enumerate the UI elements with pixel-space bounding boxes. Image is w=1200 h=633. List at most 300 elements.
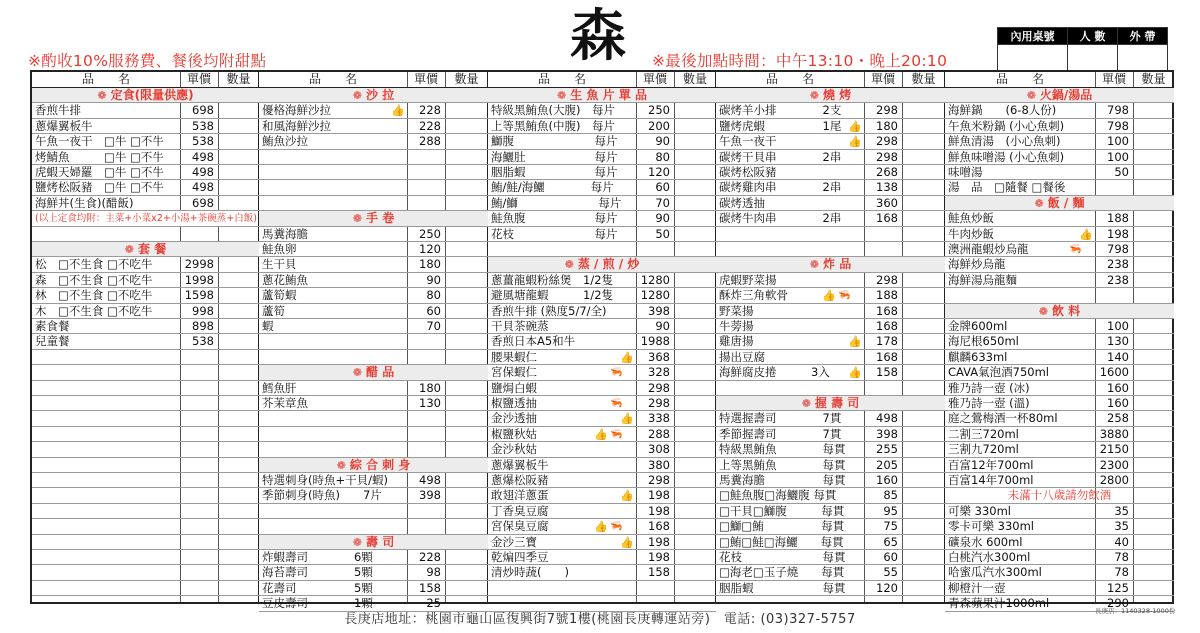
menu-item-row[interactable] <box>488 273 716 288</box>
flower-icon: ❁ <box>1034 196 1044 210</box>
menu-item-price: 120 <box>876 580 898 595</box>
quantity-field[interactable] <box>445 396 488 410</box>
menu-item-price: 158 <box>648 565 670 580</box>
menu-row <box>259 150 488 165</box>
menu-item-row[interactable] <box>259 565 488 580</box>
quantity-field[interactable] <box>902 565 945 579</box>
menu-item-row[interactable] <box>945 227 1174 242</box>
menu-item-name: 牛肉炒飯 <box>948 226 994 241</box>
quantity-field[interactable] <box>445 550 488 564</box>
menu-item-row[interactable] <box>259 257 488 272</box>
menu-item-row[interactable] <box>259 488 488 503</box>
menu-item-row[interactable] <box>488 103 716 118</box>
menu-item-row[interactable] <box>488 473 716 488</box>
menu-row <box>32 519 259 534</box>
quantity-field[interactable] <box>902 180 945 194</box>
menu-item-row[interactable] <box>945 350 1174 365</box>
quantity-field[interactable] <box>674 150 716 164</box>
quantity-field[interactable] <box>445 581 488 595</box>
menu-item-row[interactable] <box>716 473 945 488</box>
menu-item-row[interactable] <box>945 565 1174 580</box>
menu-item-name: 腰果蝦仁 <box>491 349 537 364</box>
menu-item-row[interactable] <box>945 396 1174 411</box>
menu-item-row[interactable] <box>488 227 716 242</box>
quantity-field[interactable] <box>674 396 716 410</box>
section-title: 飯 / 麵 <box>1047 195 1085 210</box>
menu-item-price: 398 <box>876 426 898 441</box>
quantity-field[interactable] <box>674 458 716 472</box>
quantity-field[interactable] <box>1133 396 1174 410</box>
quantity-field[interactable] <box>674 119 716 133</box>
menu-item-row[interactable] <box>259 273 488 288</box>
quantity-field[interactable] <box>674 565 716 579</box>
quantity-field[interactable] <box>445 103 488 117</box>
quantity-field[interactable] <box>902 488 945 502</box>
menu-item-row[interactable] <box>32 319 259 334</box>
menu-item-row[interactable] <box>716 119 945 134</box>
quantity-field[interactable] <box>218 334 259 348</box>
quantity-field[interactable] <box>674 535 716 549</box>
menu-item-price: 298 <box>648 380 670 395</box>
menu-item-row[interactable] <box>259 103 488 118</box>
menu-item-row[interactable] <box>716 350 945 365</box>
quantity-field[interactable] <box>1133 257 1174 271</box>
menu-item-row[interactable] <box>259 242 488 257</box>
quantity-field[interactable] <box>674 134 716 148</box>
menu-item-row[interactable] <box>259 581 488 596</box>
quantity-field[interactable] <box>674 180 716 194</box>
quantity-field[interactable] <box>218 304 259 318</box>
menu-item-row[interactable] <box>945 134 1174 149</box>
menu-item-row[interactable] <box>488 150 716 165</box>
menu-row <box>716 242 945 257</box>
menu-item-row[interactable] <box>32 165 259 180</box>
quantity-field[interactable] <box>674 304 716 318</box>
quantity-field[interactable] <box>218 319 259 333</box>
quantity-field[interactable] <box>902 103 945 117</box>
quantity-field[interactable] <box>1133 150 1174 164</box>
quantity-field[interactable] <box>445 242 488 256</box>
quantity-field[interactable] <box>674 211 716 225</box>
people-count-label: 人 數 <box>1068 28 1118 45</box>
quantity-field[interactable] <box>1133 442 1174 456</box>
menu-item-row[interactable] <box>716 458 945 473</box>
menu-item-price: 168 <box>876 303 898 318</box>
quantity-field[interactable] <box>445 134 488 148</box>
menu-item-row[interactable] <box>716 565 945 580</box>
menu-item-row[interactable] <box>488 319 716 334</box>
menu-item-row[interactable] <box>716 334 945 349</box>
menu-item-row[interactable] <box>32 119 259 134</box>
flower-icon: ❁ <box>1038 304 1049 318</box>
menu-item-price: 1998 <box>184 272 214 287</box>
flower-icon: ❁ <box>352 212 363 226</box>
table-number-field[interactable] <box>998 45 1068 71</box>
quantity-field[interactable] <box>902 165 945 179</box>
quantity-field[interactable] <box>674 227 716 241</box>
menu-row <box>32 488 259 503</box>
quantity-field[interactable] <box>902 119 945 133</box>
column-header-name: 品 名 <box>308 72 357 86</box>
menu-item-row[interactable] <box>259 119 488 134</box>
flower-icon: ❁ <box>352 89 363 102</box>
quantity-field[interactable] <box>902 273 945 287</box>
menu-item-row[interactable] <box>945 257 1174 272</box>
menu-item-row[interactable] <box>945 550 1174 565</box>
quantity-field[interactable] <box>902 211 945 225</box>
quantity-field[interactable] <box>674 288 716 302</box>
flower-icon: ❁ <box>809 89 820 102</box>
quantity-field[interactable] <box>902 288 945 302</box>
menu-item-name: 百富14年700ml <box>948 473 1034 487</box>
menu-item-row[interactable] <box>32 196 259 211</box>
menu-item-name: 干貝茶碗蒸 <box>491 319 549 333</box>
menu-item-row[interactable] <box>488 442 716 457</box>
quantity-field[interactable] <box>1133 519 1174 533</box>
quantity-field[interactable] <box>218 119 259 133</box>
quantity-field[interactable] <box>674 427 716 441</box>
quantity-field[interactable] <box>902 319 945 333</box>
menu-item-row[interactable] <box>716 442 945 457</box>
menu-item-price: 80 <box>655 149 670 164</box>
menu-item-row[interactable] <box>32 304 259 319</box>
section-title: 醋 品 <box>366 365 395 380</box>
menu-item-name: CAVA氣泡酒750ml <box>948 365 1050 380</box>
menu-item-row[interactable] <box>716 180 945 195</box>
menu-item-row[interactable] <box>488 427 716 442</box>
menu-item-price: 368 <box>648 349 670 364</box>
quantity-field[interactable] <box>674 488 716 502</box>
menu-item-price: 98 <box>426 565 441 580</box>
menu-item-row[interactable] <box>259 396 488 411</box>
quantity-field[interactable] <box>1133 180 1174 194</box>
menu-item-name: 生干貝 <box>262 257 297 272</box>
quantity-field[interactable] <box>1133 211 1174 225</box>
menu-item-row[interactable] <box>716 411 945 426</box>
menu-item-row[interactable] <box>488 535 716 550</box>
quantity-field[interactable] <box>1133 550 1174 564</box>
quantity-field[interactable] <box>445 119 488 133</box>
quantity-field[interactable] <box>902 150 945 164</box>
menu-item-row[interactable] <box>716 103 945 118</box>
menu-item-name: 雅乃詩一壺 (溫) <box>948 396 1030 410</box>
quantity-field[interactable] <box>1133 119 1174 133</box>
quantity-field[interactable] <box>902 473 945 487</box>
quantity-field[interactable] <box>674 504 716 518</box>
store-address: 長庚店地址：桃園市龜山區復興街7號1樓(桃園長庚轉運站旁) 電話: (03)327-5757 <box>344 612 856 627</box>
quantity-field[interactable] <box>902 427 945 441</box>
flower-icon: ❁ <box>801 397 811 410</box>
menu-item-row[interactable] <box>488 458 716 473</box>
menu-item-row[interactable] <box>945 473 1174 488</box>
quantity-field[interactable] <box>674 165 716 179</box>
shrimp-icon: 🦐 <box>838 290 851 302</box>
menu-item-row[interactable] <box>259 134 488 149</box>
quantity-field[interactable] <box>1133 319 1174 333</box>
quantity-field[interactable] <box>1133 504 1174 518</box>
menu-item-row[interactable] <box>488 396 716 411</box>
quantity-field[interactable] <box>1133 134 1174 148</box>
menu-item-row[interactable] <box>488 519 716 534</box>
menu-item-row[interactable] <box>488 134 716 149</box>
quantity-field[interactable] <box>674 365 716 379</box>
menu-row <box>945 488 1174 503</box>
menu-item-row[interactable] <box>945 504 1174 519</box>
quantity-field[interactable] <box>902 504 945 518</box>
menu-item-price: 100 <box>1107 149 1129 164</box>
menu-item-row[interactable] <box>945 381 1174 396</box>
quantity-field[interactable] <box>218 273 259 287</box>
quantity-field[interactable] <box>674 381 716 395</box>
quantity-field[interactable] <box>218 103 259 117</box>
menu-item-row[interactable] <box>259 319 488 334</box>
quantity-field[interactable] <box>445 319 488 333</box>
menu-item-row[interactable] <box>259 381 488 396</box>
menu-item-name: 哈蜜瓜汽水300ml <box>948 565 1042 580</box>
menu-item-row[interactable] <box>716 504 945 519</box>
takeout-field[interactable] <box>1118 45 1168 71</box>
menu-item-row[interactable] <box>32 134 259 149</box>
menu-item-row[interactable] <box>716 519 945 534</box>
quantity-field[interactable] <box>1133 473 1174 487</box>
menu-item-row[interactable] <box>716 319 945 334</box>
quantity-field[interactable] <box>1133 273 1174 287</box>
quantity-field[interactable] <box>902 196 945 210</box>
column-header-qty: 數量 <box>1141 72 1166 86</box>
menu-item-row[interactable] <box>488 211 716 226</box>
menu-row <box>259 350 488 365</box>
menu-item-row[interactable] <box>716 288 945 303</box>
menu-item-name: 湯 品 □隨餐 □餐後 <box>948 180 1066 195</box>
quantity-field[interactable] <box>445 227 488 241</box>
menu-item-name: 木 □不生食 □不吃牛 <box>35 303 153 318</box>
quantity-field[interactable] <box>1133 565 1174 579</box>
menu-item-row[interactable] <box>945 273 1174 288</box>
menu-item-row[interactable] <box>945 150 1174 165</box>
quantity-field[interactable] <box>218 150 259 164</box>
column-header-name: 品 名 <box>81 72 130 86</box>
menu-item-row[interactable] <box>32 180 259 195</box>
section-title: 定食(限量供應) <box>110 88 194 102</box>
quantity-field[interactable] <box>902 535 945 549</box>
thumbs-up-icon: 👍 <box>848 119 862 133</box>
quantity-field[interactable] <box>218 196 259 210</box>
menu-item-row[interactable] <box>488 550 716 565</box>
menu-item-row[interactable] <box>945 458 1174 473</box>
quantity-field[interactable] <box>445 473 488 487</box>
menu-item-row[interactable] <box>945 103 1174 118</box>
quantity-field[interactable] <box>1133 411 1174 425</box>
quantity-field[interactable] <box>902 411 945 425</box>
menu-item-row[interactable] <box>488 488 716 503</box>
menu-item-row[interactable] <box>945 165 1174 180</box>
menu-item-name: 雅乃詩一壺 (冰) <box>948 380 1030 395</box>
menu-item-price: 498 <box>192 149 214 164</box>
menu-item-price: 120 <box>419 242 441 256</box>
menu-item-row[interactable] <box>945 319 1174 334</box>
menu-item-row[interactable] <box>716 211 945 226</box>
menu-item-row[interactable] <box>32 257 259 272</box>
quantity-field[interactable] <box>1133 381 1174 395</box>
menu-row <box>259 196 488 211</box>
menu-item-price: 198 <box>648 488 670 503</box>
menu-item-row[interactable] <box>945 427 1174 442</box>
menu-item-row[interactable] <box>488 350 716 365</box>
quantity-field[interactable] <box>218 257 259 271</box>
quantity-field[interactable] <box>1133 458 1174 472</box>
quantity-field[interactable] <box>902 519 945 533</box>
quantity-field[interactable] <box>902 581 945 595</box>
menu-item-name: 鮭魚炒飯 <box>948 211 994 226</box>
menu-row <box>488 581 716 596</box>
menu-item-row[interactable] <box>32 288 259 303</box>
menu-item-row[interactable] <box>945 334 1174 349</box>
quantity-field[interactable] <box>1133 535 1174 549</box>
quantity-field[interactable] <box>218 165 259 179</box>
quantity-field[interactable] <box>674 411 716 425</box>
quantity-field[interactable] <box>902 134 945 148</box>
menu-item-row[interactable] <box>945 535 1174 550</box>
menu-item-row[interactable] <box>259 550 488 565</box>
quantity-field[interactable] <box>1133 334 1174 348</box>
quantity-field[interactable] <box>902 442 945 456</box>
menu-item-row[interactable] <box>716 427 945 442</box>
quantity-field[interactable] <box>1133 103 1174 117</box>
quantity-field[interactable] <box>902 350 945 364</box>
quantity-field[interactable] <box>674 273 716 287</box>
quantity-field[interactable] <box>902 334 945 348</box>
menu-item-row[interactable] <box>32 273 259 288</box>
quantity-field[interactable] <box>674 319 716 333</box>
menu-item-row[interactable] <box>488 288 716 303</box>
menu-item-row[interactable] <box>488 334 716 349</box>
quantity-field[interactable] <box>1133 165 1174 179</box>
menu-item-row[interactable] <box>488 504 716 519</box>
quantity-field[interactable] <box>1133 581 1174 595</box>
menu-item-name: 宮保蝦仁 <box>491 365 537 380</box>
quantity-field[interactable] <box>674 442 716 456</box>
menu-item-row[interactable] <box>716 550 945 565</box>
menu-item-row[interactable] <box>716 196 945 211</box>
menu-item-row[interactable] <box>488 180 716 195</box>
menu-item-row[interactable] <box>488 381 716 396</box>
menu-item-price: 2300 <box>1099 457 1129 472</box>
menu-item-row[interactable] <box>259 227 488 242</box>
section-title: 燒 烤 <box>823 88 852 102</box>
quantity-field[interactable] <box>674 519 716 533</box>
menu-item-row[interactable] <box>32 103 259 118</box>
menu-item-price: 80 <box>426 288 441 303</box>
quantity-field[interactable] <box>1133 365 1174 379</box>
quantity-field[interactable] <box>902 458 945 472</box>
menu-item-price: 90 <box>426 272 441 287</box>
menu-item-price: 1280 <box>640 288 670 303</box>
quantity-field[interactable] <box>674 196 716 210</box>
quantity-field[interactable] <box>1133 242 1174 256</box>
menu-item-row[interactable] <box>716 581 945 596</box>
quantity-field[interactable] <box>674 103 716 117</box>
quantity-field[interactable] <box>445 304 488 318</box>
menu-item-row[interactable] <box>716 165 945 180</box>
menu-item-row[interactable] <box>259 304 488 319</box>
quantity-field[interactable] <box>218 288 259 302</box>
column-header-qty: 數量 <box>226 72 251 86</box>
quantity-field[interactable] <box>445 565 488 579</box>
menu-item-name: 二割三720ml <box>948 426 1019 441</box>
menu-item-row[interactable] <box>945 581 1174 596</box>
menu-item-row[interactable] <box>716 535 945 550</box>
quantity-field[interactable] <box>674 473 716 487</box>
quantity-field[interactable] <box>902 365 945 379</box>
quantity-field[interactable] <box>445 288 488 302</box>
quantity-field[interactable] <box>218 134 259 148</box>
menu-row <box>32 227 259 242</box>
quantity-field[interactable] <box>674 350 716 364</box>
menu-item-price: 90 <box>655 134 670 149</box>
quantity-field[interactable] <box>445 488 488 502</box>
menu-item-name: 午魚一夜干 <box>719 134 777 149</box>
menu-item-row[interactable] <box>716 365 945 380</box>
quantity-field[interactable] <box>674 334 716 348</box>
column-header-price: 單價 <box>413 72 438 86</box>
menu-item-row[interactable] <box>259 288 488 303</box>
menu-item-row[interactable] <box>716 150 945 165</box>
menu-item-row[interactable] <box>716 304 945 319</box>
menu-item-name: 芥茉章魚 <box>262 396 308 410</box>
menu-item-row[interactable] <box>259 473 488 488</box>
menu-item-price: 60 <box>426 303 441 318</box>
menu-item-row[interactable] <box>32 150 259 165</box>
menu-item-name: 牛蒡揚 <box>719 319 754 333</box>
menu-item-row[interactable] <box>945 442 1174 457</box>
quantity-field[interactable] <box>902 550 945 564</box>
menu-item-row[interactable] <box>945 519 1174 534</box>
quantity-field[interactable] <box>445 273 488 287</box>
menu-item-name: 可樂 330ml <box>948 503 1012 518</box>
menu-item-row[interactable] <box>945 211 1174 226</box>
menu-item-row[interactable] <box>488 411 716 426</box>
menu-item-name: 蝦 <box>262 319 274 333</box>
menu-item-row[interactable] <box>716 134 945 149</box>
menu-item-row[interactable] <box>488 365 716 380</box>
quantity-field[interactable] <box>1133 350 1174 364</box>
menu-item-row[interactable] <box>945 411 1174 426</box>
menu-item-row[interactable] <box>945 365 1174 380</box>
menu-item-row[interactable] <box>488 119 716 134</box>
menu-item-row[interactable] <box>716 488 945 503</box>
quantity-field[interactable] <box>902 304 945 318</box>
menu-item-row[interactable] <box>488 165 716 180</box>
quantity-field[interactable] <box>218 180 259 194</box>
menu-item-row[interactable] <box>488 196 716 211</box>
quantity-field[interactable] <box>1133 427 1174 441</box>
menu-item-row[interactable] <box>945 119 1174 134</box>
menu-item-price: 180 <box>419 380 441 395</box>
menu-item-row[interactable] <box>945 180 1174 195</box>
menu-item-row[interactable] <box>716 273 945 288</box>
quantity-field[interactable] <box>1133 227 1174 241</box>
people-count-field[interactable] <box>1068 45 1118 71</box>
thumbs-up-icon: 👍 <box>620 489 634 503</box>
quantity-field[interactable] <box>445 381 488 395</box>
menu-item-row[interactable] <box>488 304 716 319</box>
menu-item-row[interactable] <box>488 565 716 580</box>
menu-item-row[interactable] <box>945 242 1174 257</box>
menu-item-row[interactable] <box>32 334 259 349</box>
quantity-field[interactable] <box>674 550 716 564</box>
flower-icon: ❁ <box>336 458 346 472</box>
quantity-field[interactable] <box>445 257 488 271</box>
